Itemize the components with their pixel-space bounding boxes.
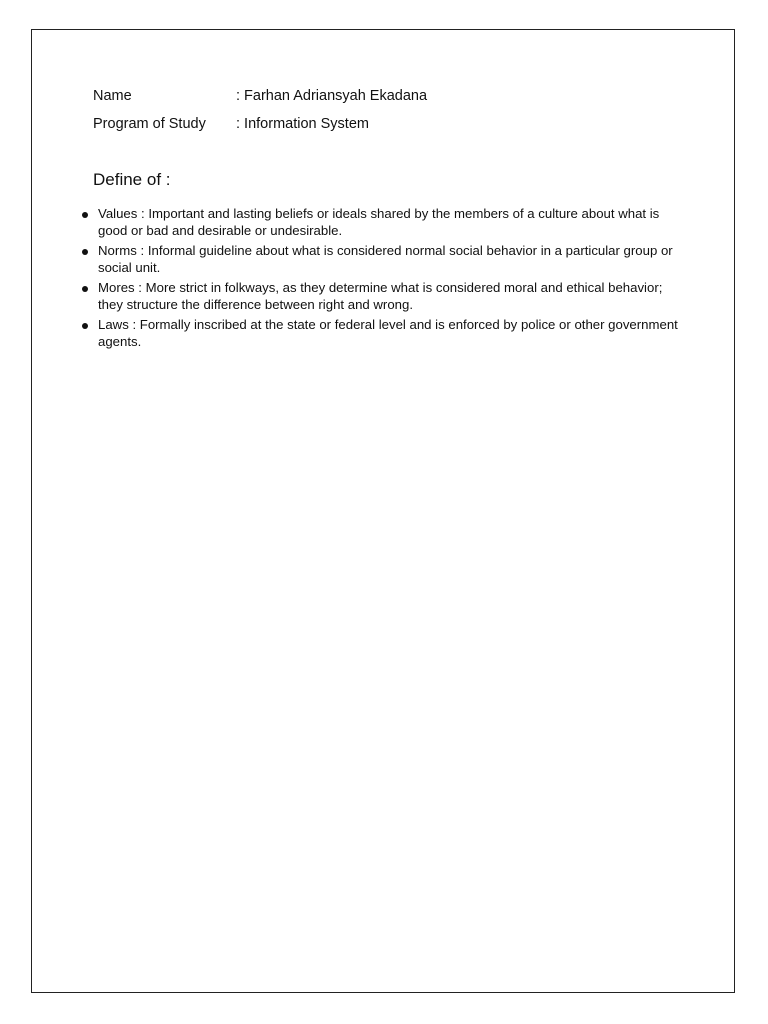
definition-item-values (81, 206, 681, 239)
definition-text: Mores : More strict in folkways, as they determine what is considered moral and ethical behavior; they structure the difference between right and wrong. (98, 280, 663, 312)
name-value: : Farhan Adriansyah Ekadana (236, 88, 428, 104)
definition-item-norms (81, 243, 681, 276)
program-value: : Information System (236, 116, 369, 132)
definition-item-laws (81, 317, 681, 350)
definition-item-mores (81, 280, 681, 313)
definition-text: Laws : Formally inscribed at the state or federal level and is enforced by police or other government agents. (98, 317, 678, 349)
bullet-icon (82, 323, 88, 329)
name-row (93, 87, 427, 105)
program-row (93, 115, 369, 133)
program-label: Program of Study (93, 116, 206, 132)
bullet-icon (82, 249, 88, 255)
section-heading: Define of : (93, 170, 171, 189)
definition-list (81, 206, 681, 354)
definition-text: Values : Important and lasting beliefs or ideals shared by the members of a culture about what is good or bad and desirable or undesirable. (98, 206, 660, 238)
bullet-icon (82, 212, 88, 218)
name-label: Name (93, 88, 132, 104)
bullet-icon (82, 286, 88, 292)
definition-text: Norms : Informal guideline about what is considered normal social behavior in a particular group or social unit. (98, 243, 673, 275)
